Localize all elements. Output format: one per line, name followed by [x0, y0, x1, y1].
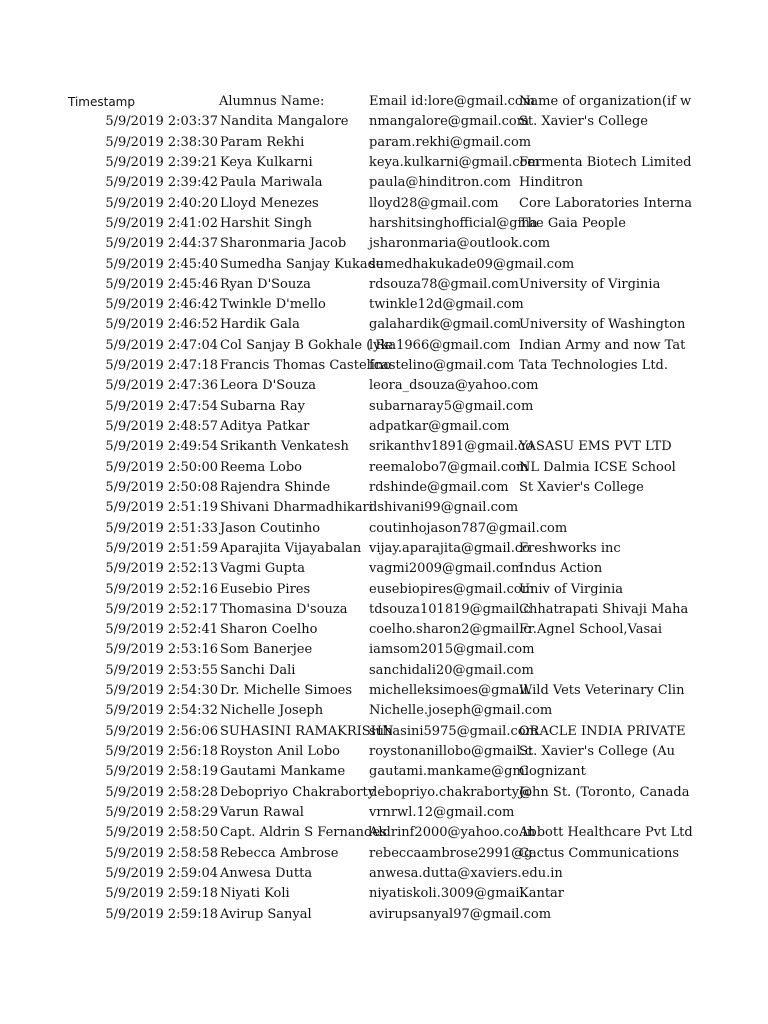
- timestamp-cell: 5/9/2019 2:53:16: [105, 642, 218, 658]
- email-cell: roystonanillobo@gmail.c: [369, 744, 533, 759]
- table-row: [0, 194, 768, 214]
- organization-cell: Wild Vets Veterinary Clin: [519, 683, 685, 699]
- organization-cell: Core Laboratories Interna: [519, 195, 692, 211]
- organization-header: Name of organization(if w: [519, 94, 692, 109]
- organization-cell: Fermenta Biotech Limited: [519, 154, 692, 170]
- timestamp-cell: 5/9/2019 2:39:21: [105, 154, 218, 170]
- organization-cell: Chhatrapati Shivaji Maha: [519, 601, 689, 617]
- table-row: [0, 458, 768, 478]
- timestamp-cell: 5/9/2019 2:38:30: [105, 134, 218, 150]
- organization-cell: YASASU EMS PVT LTD: [519, 439, 672, 455]
- table-row: [0, 661, 768, 681]
- email-cell: Aldrinf2000@yahoo.co.in: [369, 825, 536, 841]
- timestamp-cell: 5/9/2019 2:47:04: [105, 337, 218, 353]
- table-row: [0, 498, 768, 518]
- timestamp-cell: 5/9/2019 2:50:08: [105, 479, 218, 495]
- timestamp-cell: 5/9/2019 2:53:55: [105, 662, 218, 678]
- alumnus-name-cell: Keya Kulkarni: [220, 154, 313, 170]
- timestamp-cell: 5/9/2019 2:45:40: [105, 256, 218, 272]
- timestamp-cell: 5/9/2019 2:47:36: [105, 378, 218, 394]
- timestamp-cell: 5/9/2019 2:58:58: [105, 845, 218, 861]
- email-header: Email id:lore@gmail.com: [369, 94, 536, 109]
- alumnus-name-cell: Gautami Mankame: [220, 764, 346, 780]
- table-row: [0, 803, 768, 823]
- email-cell: Nichelle.joseph@gmail.com: [369, 703, 553, 719]
- email-cell: adpatkar@gmail.com: [369, 419, 510, 434]
- table-row: [0, 844, 768, 864]
- organization-cell: Indian Army and now Tat: [519, 337, 686, 353]
- email-cell: michelleksimoes@gmail.: [369, 683, 532, 699]
- alumnus-name-cell: Sumedha Sanjay Kukade: [220, 256, 384, 272]
- rows-container: [0, 112, 768, 925]
- timestamp-cell: 5/9/2019 2:51:19: [105, 500, 218, 516]
- email-cell: niyatiskoli.3009@gmail.: [369, 886, 528, 902]
- alumnus-name-cell: Lloyd Menezes: [220, 195, 319, 211]
- response-sheet: [0, 92, 768, 925]
- alumnus-name-cell: Ryan D'Souza: [220, 276, 311, 292]
- timestamp-cell: 5/9/2019 2:52:17: [105, 601, 218, 617]
- table-row: [0, 315, 768, 335]
- timestamp-cell: 5/9/2019 2:40:20: [105, 195, 218, 211]
- timestamp-cell: 5/9/2019 2:54:32: [105, 703, 218, 719]
- timestamp-cell: 5/9/2019 2:52:16: [105, 581, 218, 597]
- alumnus-name-cell: Srikanth Venkatesh: [220, 439, 349, 455]
- email-cell: gautami.mankame@gmi: [369, 764, 529, 780]
- table-row: [0, 295, 768, 315]
- table-row: [0, 478, 768, 498]
- alumnus-name-cell: Sanchi Dali: [220, 662, 296, 678]
- table-row: [0, 762, 768, 782]
- alumnus-name-cell: Eusebio Pires: [220, 581, 311, 597]
- organization-cell: ORACLE INDIA PRIVATE: [519, 723, 686, 739]
- email-cell: subarnaray5@gmail.com: [369, 398, 534, 414]
- timestamp-cell: 5/9/2019 2:52:41: [105, 622, 218, 638]
- timestamp-cell: 5/9/2019 2:54:30: [105, 683, 218, 699]
- timestamp-cell: 5/9/2019 2:58:19: [105, 764, 218, 780]
- email-cell: sumedhakukade09@gmail.com: [369, 256, 575, 272]
- alumnus-name-cell: Francis Thomas Castelino: [220, 358, 392, 374]
- timestamp-cell: 5/9/2019 2:50:00: [105, 459, 218, 475]
- table-row: [0, 701, 768, 721]
- timestamp-cell: 5/9/2019 2:39:42: [105, 175, 218, 191]
- timestamp-cell: 5/9/2019 2:58:29: [105, 804, 218, 820]
- organization-cell: Indus Action: [519, 561, 603, 577]
- table-row: [0, 437, 768, 457]
- alumnus-name-cell: Leora D'Souza: [220, 378, 316, 394]
- email-cell: dshivani99@gnail.com: [369, 500, 519, 516]
- email-cell: keya.kulkarni@gmail.com: [369, 154, 540, 170]
- alumnus-name-cell: Som Banerjee: [220, 642, 313, 658]
- timestamp-cell: 5/9/2019 2:46:42: [105, 297, 218, 313]
- table-row: [0, 905, 768, 925]
- organization-cell: Abbott Healthcare Pvt Ltd: [519, 825, 693, 841]
- timestamp-cell: 5/9/2019 2:47:54: [105, 398, 218, 414]
- timestamp-cell: 5/9/2019 2:56:06: [105, 723, 218, 739]
- timestamp-cell: 5/9/2019 2:58:28: [105, 784, 218, 800]
- timestamp-cell: 5/9/2019 2:51:59: [105, 540, 218, 556]
- email-cell: rebeccaambrose2991@g: [369, 845, 533, 861]
- table-row: [0, 681, 768, 701]
- alumnus-name-cell: SUHASINI RAMAKRISHN: [220, 723, 394, 739]
- table-row: [0, 173, 768, 193]
- alumnus-name-cell: Rebecca Ambrose: [220, 845, 339, 861]
- organization-cell: Univ of Virginia: [519, 581, 624, 597]
- email-cell: srikanthv1891@gmail.co: [369, 439, 534, 455]
- alumnus-name-cell: Avirup Sanyal: [220, 906, 312, 922]
- alumnus-name-cell: Nichelle Joseph: [220, 703, 324, 719]
- email-cell: lyka1966@gmail.com: [369, 337, 511, 353]
- alumnus-name-cell: Debopriyo Chakraborty: [220, 784, 376, 800]
- table-row: [0, 133, 768, 153]
- alumnus-name-cell: Dr. Michelle Simoes: [220, 683, 353, 699]
- organization-cell: Cognizant: [519, 764, 586, 780]
- email-cell: eusebiopires@gmail.com: [369, 581, 535, 597]
- email-cell: tdsouza101819@gmail.c: [369, 601, 531, 617]
- email-cell: vagmi2009@gmail.com: [369, 561, 524, 577]
- timestamp-cell: 5/9/2019 2:51:33: [105, 520, 218, 536]
- organization-cell: St. Xavier's College (Au: [519, 744, 675, 759]
- table-row: [0, 620, 768, 640]
- email-cell: debopriyo.chakraborty@: [369, 784, 533, 800]
- alumnus-name-cell: Aditya Patkar: [220, 419, 310, 434]
- organization-cell: Cactus Communications: [519, 845, 679, 861]
- alumnus-name-cell: Capt. Aldrin S Fernandes: [220, 825, 387, 841]
- organization-cell: Tata Technologies Ltd.: [519, 358, 668, 374]
- table-row: [0, 153, 768, 173]
- alumnus-name-cell: Sharonmaria Jacob: [220, 236, 347, 252]
- email-cell: harshitsinghofficial@gma: [369, 215, 538, 231]
- header-row: [0, 92, 768, 112]
- table-row: [0, 559, 768, 579]
- timestamp-cell: 5/9/2019 2:44:37: [105, 236, 218, 252]
- email-cell: sanchidali20@gmail.com: [369, 662, 534, 678]
- email-cell: avirupsanyal97@gmail.com: [369, 906, 552, 922]
- table-row: [0, 376, 768, 396]
- timestamp-cell: 5/9/2019 2:45:46: [105, 276, 218, 292]
- email-cell: coelho.sharon2@gmail.c: [369, 622, 531, 638]
- organization-cell: St. Xavier's College: [519, 114, 648, 130]
- table-row: [0, 864, 768, 884]
- timestamp-cell: 5/9/2019 2:59:04: [105, 865, 218, 881]
- alumnus-name-cell: Jason Coutinho: [220, 520, 321, 536]
- table-row: [0, 640, 768, 660]
- timestamp-cell: 5/9/2019 2:59:18: [105, 886, 218, 902]
- email-cell: param.rekhi@gmail.com: [369, 134, 532, 150]
- email-cell: fcastelino@gmail.com: [369, 358, 515, 374]
- table-row: [0, 336, 768, 356]
- email-cell: coutinhojason787@gmail.com: [369, 520, 568, 536]
- table-row: [0, 884, 768, 904]
- email-cell: leora_dsouza@yahoo.com: [369, 378, 539, 394]
- organization-cell: St Xavier's College: [519, 479, 644, 495]
- timestamp-cell: 5/9/2019 2:03:37: [105, 114, 218, 130]
- organization-cell: University of Washington: [519, 317, 686, 333]
- alumnus-name-cell: Niyati Koli: [220, 886, 290, 902]
- table-row: [0, 417, 768, 437]
- email-cell: rdsouza78@gmail.com: [369, 276, 519, 292]
- alumnus-name-cell: Royston Anil Lobo: [220, 744, 341, 759]
- alumnus-name-cell: Col Sanjay B Gokhale ( Re: [220, 337, 393, 353]
- table-row: [0, 397, 768, 417]
- alumnus-name-cell: Param Rekhi: [220, 134, 305, 150]
- email-cell: galahardik@gmail.com: [369, 317, 521, 333]
- table-row: [0, 214, 768, 234]
- table-row: [0, 519, 768, 539]
- timestamp-cell: 5/9/2019 2:46:52: [105, 317, 218, 333]
- alumnus-name-cell: Anwesa Dutta: [220, 865, 313, 881]
- alumnus-name-cell: Harshit Singh: [220, 215, 312, 231]
- organization-cell: Fr.Agnel School,Vasai: [519, 622, 663, 638]
- organization-cell: Hinditron: [519, 175, 583, 191]
- alumnus-name-cell: Twinkle D'mello: [220, 297, 326, 313]
- table-row: [0, 580, 768, 600]
- email-cell: reemalobo7@gmail.com: [369, 459, 529, 475]
- email-cell: jsharonmaria@outlook.com: [369, 236, 551, 252]
- email-cell: lloyd28@gmail.com: [369, 195, 499, 211]
- timestamp-cell: 5/9/2019 2:48:57: [105, 419, 218, 434]
- email-cell: vrnrwl.12@gmail.com: [369, 804, 515, 820]
- alumnus-name-cell: Sharon Coelho: [220, 622, 318, 638]
- timestamp-cell: 5/9/2019 2:47:18: [105, 358, 218, 374]
- table-row: [0, 356, 768, 376]
- organization-cell: Freshworks inc: [519, 540, 621, 556]
- alumnus-name-cell: Subarna Ray: [220, 398, 306, 414]
- email-cell: paula@hinditron.com: [369, 175, 511, 191]
- alumnus-name-cell: Hardik Gala: [220, 317, 300, 333]
- timestamp-cell: 5/9/2019 2:49:54: [105, 439, 218, 455]
- email-cell: iamsom2015@gmail.com: [369, 642, 535, 658]
- table-row: [0, 823, 768, 843]
- organization-cell: NL Dalmia ICSE School: [519, 459, 676, 475]
- organization-cell: The Gaia People: [519, 215, 626, 231]
- table-row: [0, 600, 768, 620]
- email-cell: anwesa.dutta@xaviers.edu.in: [369, 865, 563, 881]
- timestamp-cell: 5/9/2019 2:58:50: [105, 825, 218, 841]
- alumnus-name-cell: Varun Rawal: [220, 804, 304, 820]
- email-cell: suhasini5975@gmail.com: [369, 723, 538, 739]
- timestamp-header: Timestamp: [68, 95, 135, 109]
- alumnus-name-cell: Rajendra Shinde: [220, 479, 331, 495]
- email-cell: vijay.aparajita@gmail.co: [369, 540, 530, 556]
- timestamp-cell: 5/9/2019 2:59:18: [105, 906, 218, 922]
- table-row: [0, 112, 768, 132]
- alumnus-name-cell: Thomasina D'souza: [220, 601, 348, 617]
- organization-cell: University of Virginia: [519, 276, 661, 292]
- table-row: [0, 275, 768, 295]
- timestamp-cell: 5/9/2019 2:56:18: [105, 744, 218, 759]
- table-row: [0, 539, 768, 559]
- alumnus-name-header: Alumnus Name:: [219, 94, 325, 109]
- table-row: [0, 783, 768, 803]
- alumnus-name-cell: Shivani Dharmadhikari: [220, 500, 373, 516]
- alumnus-name-cell: Vagmi Gupta: [220, 561, 305, 577]
- alumnus-name-cell: Paula Mariwala: [220, 175, 323, 191]
- organization-cell: John St. (Toronto, Canada: [519, 784, 690, 800]
- email-cell: twinkle12d@gmail.com: [369, 297, 524, 313]
- organization-cell: Kantar: [519, 886, 565, 902]
- alumnus-name-cell: Nandita Mangalore: [220, 114, 349, 130]
- email-cell: nmangalore@gmail.com: [369, 114, 530, 130]
- table-row: [0, 234, 768, 254]
- email-cell: rdshinde@gmail.com: [369, 479, 509, 495]
- alumnus-name-cell: Aparajita Vijayabalan: [220, 540, 362, 556]
- timestamp-cell: 5/9/2019 2:52:13: [105, 561, 218, 577]
- table-row: [0, 722, 768, 742]
- table-row: [0, 255, 768, 275]
- timestamp-cell: 5/9/2019 2:41:02: [105, 215, 218, 231]
- table-row: [0, 742, 768, 762]
- alumnus-name-cell: Reema Lobo: [220, 459, 302, 475]
